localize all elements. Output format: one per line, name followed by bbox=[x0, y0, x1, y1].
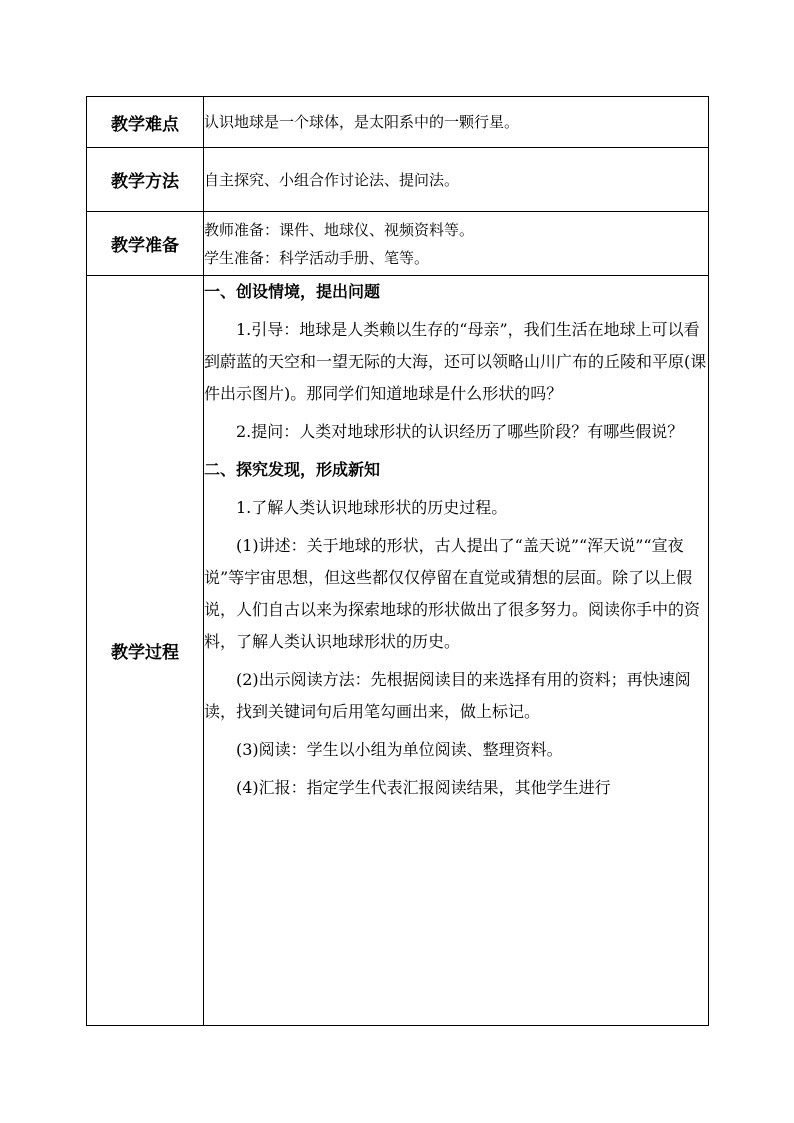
lesson-plan-table bbox=[86, 96, 709, 1026]
difficulty-text: 认识地球是一个球体，是太阳系中的一颗行星。 bbox=[204, 97, 709, 148]
process-label: 教学过程 bbox=[87, 276, 204, 1026]
process-paragraph: 2.提问：人类对地球形状的认识经历了哪些阶段？有哪些假说？ bbox=[236, 422, 684, 441]
row-prep bbox=[87, 212, 709, 276]
process-paragraph: 1.引导：地球是人类赖以生存的“母亲”，我们生活在地球上可以看到蔚蓝的天空和一望无际的大海，还可以领略山川广布的丘陵和平原(课件出示图片)。那同学们知道地球是什么形状的吗？ bbox=[204, 320, 707, 403]
row-process bbox=[87, 276, 709, 1026]
prep-label: 教学准备 bbox=[87, 212, 204, 276]
prep-cell bbox=[204, 212, 709, 276]
row-method bbox=[87, 148, 709, 212]
student-prep: 学生准备：科学活动手册、笔等。 bbox=[204, 248, 430, 267]
process-paragraph: (1)讲述：关于地球的形状，古人提出了“盖天说”“浑天说”“宣夜说”等宇宙思想，但这些都仅仅停留在直觉或猜想的层面。除了以上假说，人们自古以来为探索地球的形状做出了很多努力。阅读你手中的资料，了解人类认识地球形状的历史。 bbox=[204, 536, 701, 651]
process-paragraph: 1.了解人类认识地球形状的历史过程。 bbox=[236, 498, 508, 517]
teacher-prep: 教师准备：课件、地球仪、视频资料等。 bbox=[204, 220, 475, 239]
row-difficulty bbox=[87, 97, 709, 148]
process-heading-2: 二、探究发现，形成新知 bbox=[204, 460, 381, 479]
process-paragraph: (2)出示阅读方法：先根据阅读目的来选择有用的资料；再快速阅读，找到关键词句后用笔勾画出来，做上标记。 bbox=[204, 670, 691, 721]
process-cell bbox=[204, 276, 709, 1026]
difficulty-label: 教学难点 bbox=[87, 97, 204, 148]
method-label: 教学方法 bbox=[87, 148, 204, 212]
process-heading-1: 一、创设情境，提出问题 bbox=[204, 282, 381, 301]
process-paragraph: (4)汇报：指定学生代表汇报阅读结果，其他学生进行 bbox=[236, 778, 611, 797]
process-paragraph: (3)阅读：学生以小组为单位阅读、整理资料。 bbox=[236, 740, 563, 759]
method-text: 自主探究、小组合作讨论法、提问法。 bbox=[204, 148, 709, 212]
